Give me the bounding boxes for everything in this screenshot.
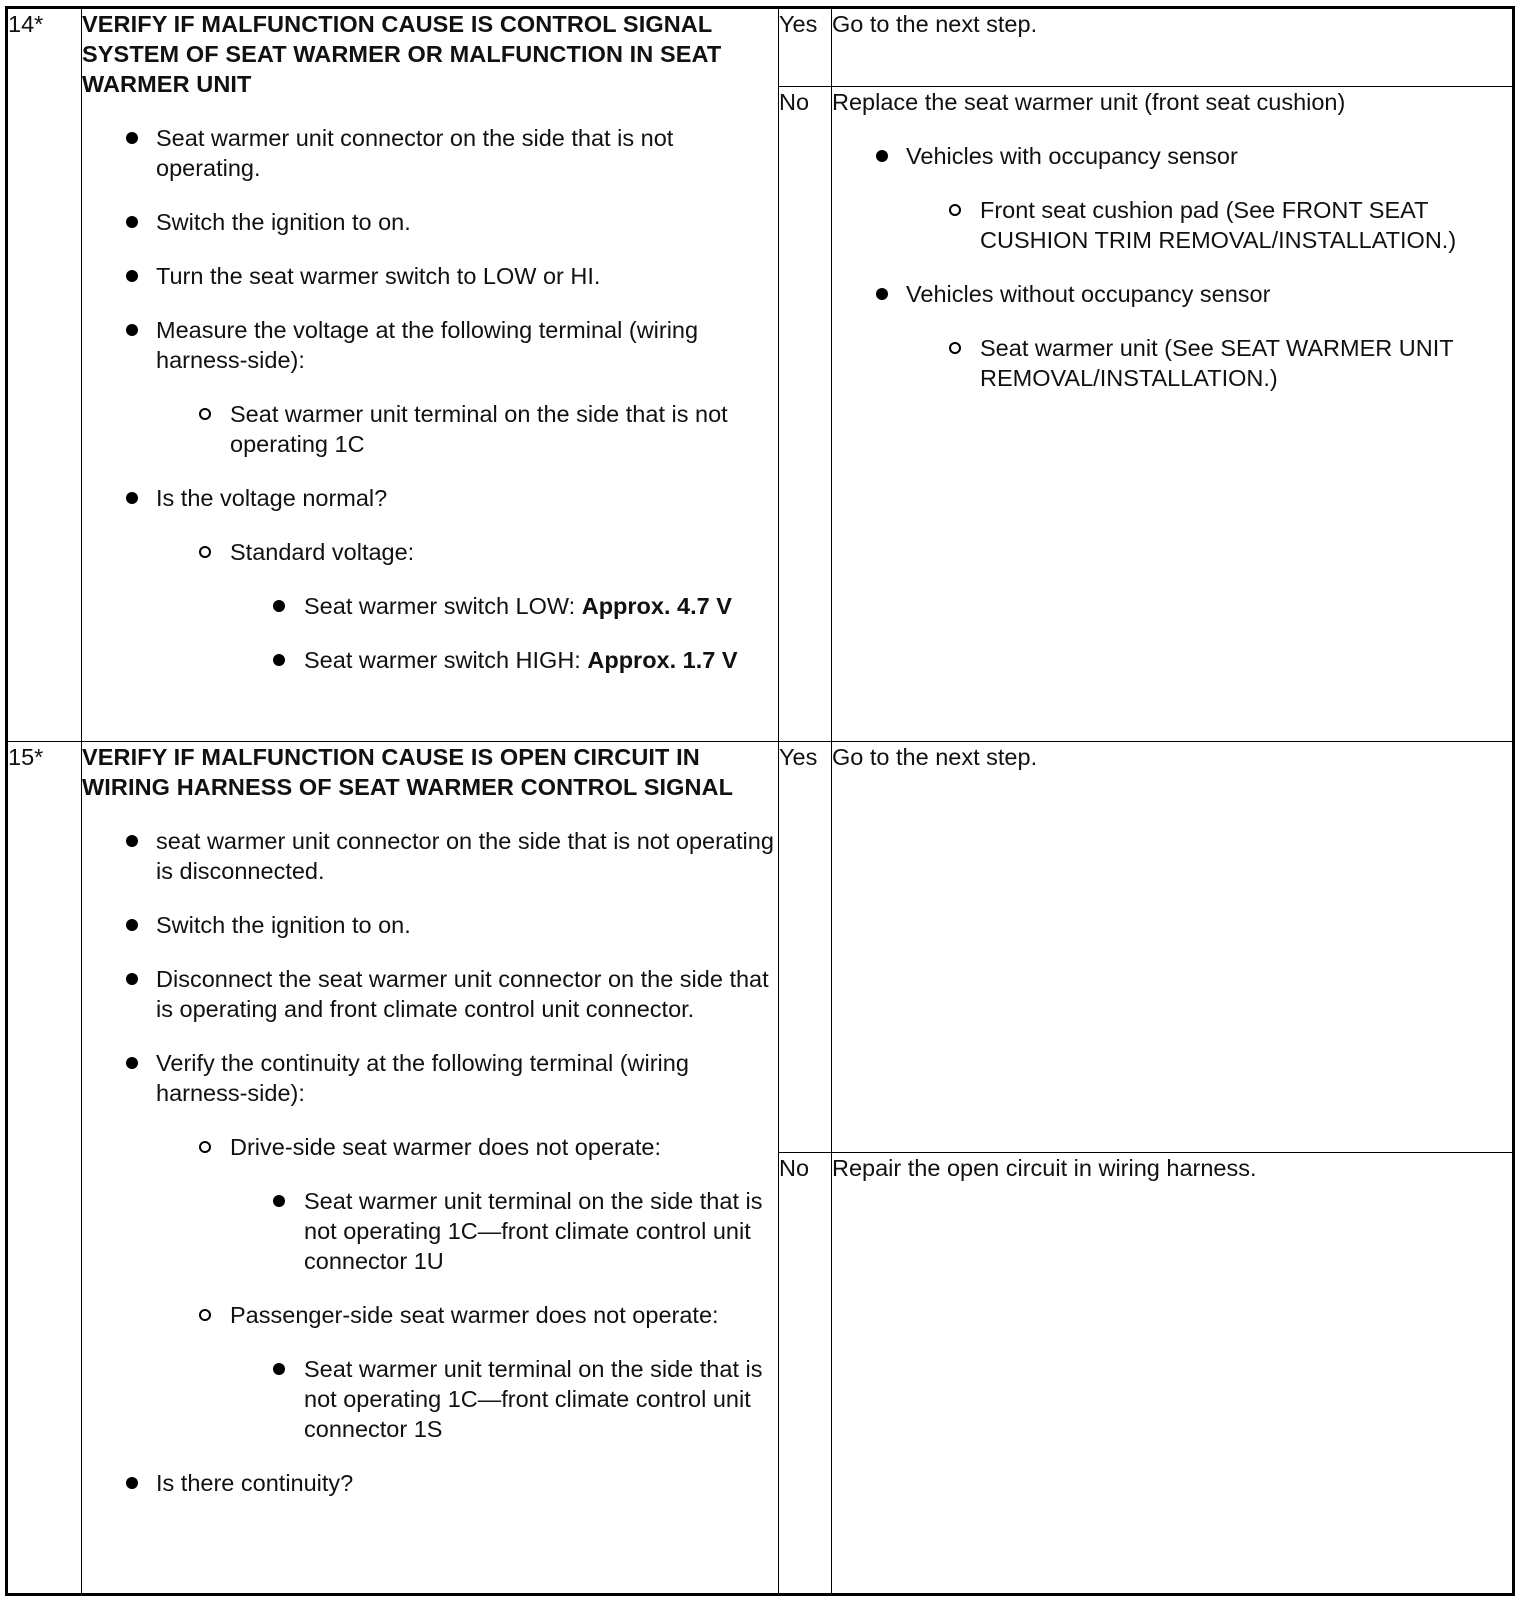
- yes-action: Go to the next step.: [832, 8, 1514, 87]
- bullet-icon: [126, 835, 138, 847]
- step-procedure: [82, 742, 779, 1595]
- bullet-icon: [126, 270, 138, 282]
- circle-bullet-icon: [949, 204, 961, 216]
- list-item: Switch the ignition to on.: [82, 207, 778, 237]
- bullet-icon: [126, 216, 138, 228]
- list-item: Seat warmer unit terminal on the side that is not operating 1C: [82, 399, 778, 459]
- circle-bullet-icon: [199, 1141, 211, 1153]
- bullet-icon: [273, 600, 285, 612]
- list-item: Seat warmer unit connector on the side that is not operating.: [82, 123, 778, 183]
- procedure-list: [82, 826, 778, 1108]
- circle-bullet-icon: [199, 408, 211, 420]
- procedure-list: [82, 483, 778, 513]
- no-label: No: [779, 1153, 832, 1595]
- list-item: Vehicles without occupancy sensor: [832, 279, 1512, 309]
- bullet-icon: [876, 288, 888, 300]
- bullet-icon: [126, 1057, 138, 1069]
- step-procedure: [82, 8, 779, 742]
- bullet-icon: [273, 654, 285, 666]
- sub-list: [82, 1132, 778, 1162]
- terminal-list: [82, 1354, 778, 1444]
- circle-bullet-icon: [199, 1309, 211, 1321]
- step-14-yes-row: [7, 8, 1514, 87]
- list-item: Front seat cushion pad (See FRONT SEAT CUSHION TRIM REMOVAL/INSTALLATION.): [832, 195, 1512, 255]
- list-item: Seat warmer switch HIGH: Approx. 1.7 V: [82, 645, 778, 675]
- bullet-icon: [126, 132, 138, 144]
- list-item: Turn the seat warmer switch to LOW or HI.: [82, 261, 778, 291]
- bullet-icon: [126, 492, 138, 504]
- circle-bullet-icon: [949, 342, 961, 354]
- list-item: Verify the continuity at the following terminal (wiring harness-side):: [82, 1048, 778, 1108]
- list-item: Is the voltage normal?: [82, 483, 778, 513]
- no-action: Repair the open circuit in wiring harness.: [832, 1153, 1514, 1595]
- bullet-icon: [126, 973, 138, 985]
- list-item: Seat warmer unit (See SEAT WARMER UNIT REMOVAL/INSTALLATION.): [832, 333, 1512, 393]
- sub-list: [82, 1300, 778, 1330]
- no-label: No: [779, 87, 832, 742]
- list-item: Is there continuity?: [82, 1468, 778, 1498]
- list-item: Drive-side seat warmer does not operate:: [82, 1132, 778, 1162]
- bullet-icon: [126, 1477, 138, 1489]
- diagnostic-table: [5, 6, 1515, 1596]
- bullet-icon: [273, 1363, 285, 1375]
- bullet-icon: [876, 150, 888, 162]
- no-action: Replace the seat warmer unit (front seat cushion) Vehicles with occupancy sensor Front seat cushion pad (See FRONT SEAT CUSHION TRIM REMOVAL/INSTALLATION.) Vehicles without occupancy sensor Seat warmer unit (See SEAT WARMER UNIT REMOVAL/INSTALLATION.): [832, 87, 1514, 742]
- list-item: Seat warmer unit terminal on the side that is not operating 1C—front climate control unit connector 1S: [82, 1354, 778, 1444]
- spec-list: [82, 591, 778, 675]
- list-item: seat warmer unit connector on the side that is not operating is disconnected.: [82, 826, 778, 886]
- list-item: Seat warmer switch LOW: Approx. 4.7 V: [82, 591, 778, 621]
- sub-list: [82, 399, 778, 459]
- list-item: Standard voltage:: [82, 537, 778, 567]
- bullet-icon: [273, 1195, 285, 1207]
- sub-list: [82, 537, 778, 567]
- list-item: Measure the voltage at the following terminal (wiring harness-side):: [82, 315, 778, 375]
- step-title: VERIFY IF MALFUNCTION CAUSE IS OPEN CIRCUIT IN WIRING HARNESS OF SEAT WARMER CONTROL SIGNAL: [82, 744, 734, 800]
- action-sub-list: [832, 333, 1512, 393]
- list-item: Seat warmer unit terminal on the side that is not operating 1C—front climate control unit connector 1U: [82, 1186, 778, 1276]
- action-sub-list: [832, 195, 1512, 255]
- terminal-list: [82, 1186, 778, 1276]
- bullet-icon: [126, 324, 138, 336]
- yes-action: Go to the next step.: [832, 742, 1514, 1153]
- list-item: Vehicles with occupancy sensor: [832, 141, 1512, 171]
- step-title: VERIFY IF MALFUNCTION CAUSE IS CONTROL SIGNAL SYSTEM OF SEAT WARMER OR MALFUNCTION IN SEAT WARMER UNIT: [82, 11, 722, 97]
- step-number: 15*: [7, 742, 82, 1595]
- list-item: Disconnect the seat warmer unit connector on the side that is operating and front climate control unit connector.: [82, 964, 778, 1024]
- circle-bullet-icon: [199, 546, 211, 558]
- bullet-icon: [126, 919, 138, 931]
- step-number: 14*: [7, 8, 82, 742]
- list-item: Passenger-side seat warmer does not operate:: [82, 1300, 778, 1330]
- list-item: Switch the ignition to on.: [82, 910, 778, 940]
- action-list: [832, 279, 1512, 309]
- spec-value: Approx. 1.7 V: [587, 647, 738, 673]
- yes-label: Yes: [779, 742, 832, 1153]
- spec-value: Approx. 4.7 V: [581, 593, 732, 619]
- procedure-list: [82, 123, 778, 375]
- yes-label: Yes: [779, 8, 832, 87]
- procedure-list: [82, 1468, 778, 1498]
- action-list: [832, 141, 1512, 171]
- step-15-yes-row: [7, 742, 1514, 1153]
